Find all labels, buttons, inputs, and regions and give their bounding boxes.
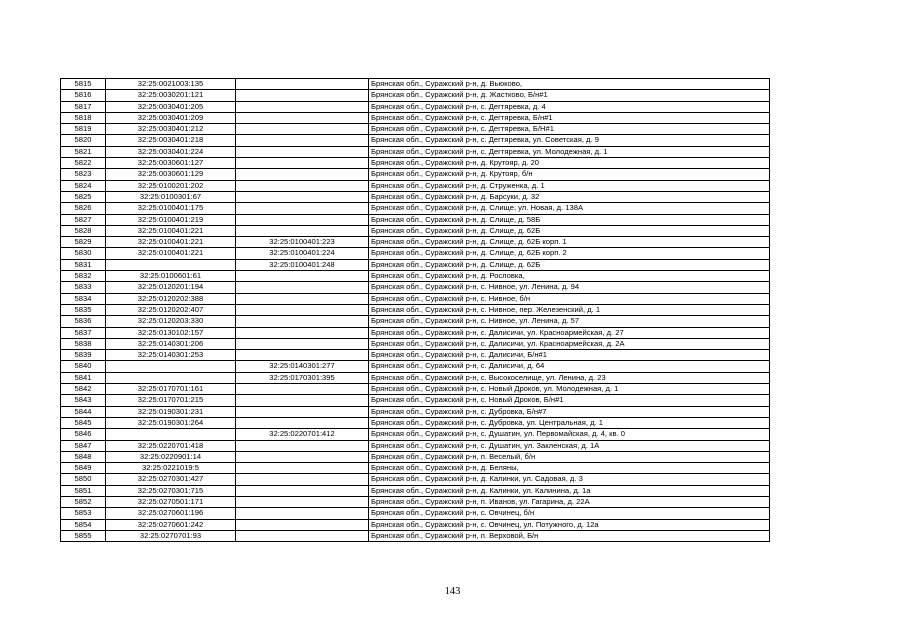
address-cell: Брянская обл., Суражский р-н, с. Нивное, пер. Железенский, д. 1 [369, 304, 770, 315]
address-cell: Брянская обл., Суражский р-н, д. Жастково, Б/н#1 [369, 90, 770, 101]
linked-cadastral-number-cell [236, 101, 369, 112]
cadastral-number-cell: 32:25:0100601:61 [106, 271, 236, 282]
row-number-cell: 5847 [61, 440, 106, 451]
address-cell: Брянская обл., Суражский р-н, с. Далисичи, Б/н#1 [369, 350, 770, 361]
address-cell: Брянская обл., Суражский р-н, д. Беляны, [369, 463, 770, 474]
linked-cadastral-number-cell [236, 282, 369, 293]
row-number-cell: 5841 [61, 372, 106, 383]
table-row [61, 191, 770, 202]
address-cell: Брянская обл., Суражский р-н, с. Далисичи, д. 64 [369, 361, 770, 372]
cadastral-number-cell: 32:25:0221019:5 [106, 463, 236, 474]
row-number-cell: 5827 [61, 214, 106, 225]
row-number-cell: 5834 [61, 293, 106, 304]
row-number-cell: 5842 [61, 384, 106, 395]
linked-cadastral-number-cell [236, 406, 369, 417]
table-row [61, 530, 770, 541]
linked-cadastral-number-cell [236, 124, 369, 135]
row-number-cell: 5853 [61, 508, 106, 519]
address-cell: Брянская обл., Суражский р-н, с. Нивное, ул. Ленина, д. 57 [369, 316, 770, 327]
address-cell: Брянская обл., Суражский р-н, д. Калинки, ул. Калинина, д. 1а [369, 485, 770, 496]
linked-cadastral-number-cell [236, 112, 369, 123]
row-number-cell: 5825 [61, 191, 106, 202]
table-row [61, 372, 770, 383]
linked-cadastral-number-cell: 32:25:0140301:277 [236, 361, 369, 372]
cadastral-number-cell: 32:25:0220701:418 [106, 440, 236, 451]
cadastral-number-cell: 32:25:0270501:171 [106, 496, 236, 507]
address-cell: Брянская обл., Суражский р-н, с. Дегтяревка, ул. Советская, д. 9 [369, 135, 770, 146]
cadastral-number-cell: 32:25:0030401:212 [106, 124, 236, 135]
row-number-cell: 5843 [61, 395, 106, 406]
row-number-cell: 5840 [61, 361, 106, 372]
cadastral-number-cell: 32:25:0030601:127 [106, 158, 236, 169]
row-number-cell: 5830 [61, 248, 106, 259]
cadastral-number-cell: 32:25:0100401:221 [106, 237, 236, 248]
table-row [61, 361, 770, 372]
table-row [61, 225, 770, 236]
row-number-cell: 5836 [61, 316, 106, 327]
table-row [61, 485, 770, 496]
linked-cadastral-number-cell [236, 327, 369, 338]
linked-cadastral-number-cell [236, 508, 369, 519]
linked-cadastral-number-cell [236, 90, 369, 101]
linked-cadastral-number-cell [236, 474, 369, 485]
table-row [61, 293, 770, 304]
cadastral-number-cell: 32:25:0270301:715 [106, 485, 236, 496]
row-number-cell: 5832 [61, 271, 106, 282]
table-row [61, 112, 770, 123]
address-cell: Брянская обл., Суражский р-н, д. Крутояр, д. 20 [369, 158, 770, 169]
cadastral-number-cell: 32:25:0130102:157 [106, 327, 236, 338]
address-cell: Брянская обл., Суражский р-н, с. Новый Дроков, ул. Молодежная, д. 1 [369, 384, 770, 395]
table-row [61, 237, 770, 248]
linked-cadastral-number-cell [236, 417, 369, 428]
linked-cadastral-number-cell [236, 395, 369, 406]
address-cell: Брянская обл., Суражский р-н, с. Далисичи, ул. Красноармейская, д. 27 [369, 327, 770, 338]
linked-cadastral-number-cell [236, 316, 369, 327]
cadastral-number-cell: 32:25:0120202:407 [106, 304, 236, 315]
cadastral-number-cell: 32:25:0100301:67 [106, 191, 236, 202]
cadastral-number-cell: 32:25:0021003:135 [106, 79, 236, 90]
linked-cadastral-number-cell [236, 146, 369, 157]
row-number-cell: 5849 [61, 463, 106, 474]
linked-cadastral-number-cell [236, 158, 369, 169]
row-number-cell: 5852 [61, 496, 106, 507]
address-cell: Брянская обл., Суражский р-н, д. Крутояр, б/н [369, 169, 770, 180]
row-number-cell: 5815 [61, 79, 106, 90]
address-cell: Брянская обл., Суражский р-н, д. Слище, д. 62Б корп. 2 [369, 248, 770, 259]
cadastral-number-cell: 32:25:0140301:253 [106, 350, 236, 361]
address-cell: Брянская обл., Суражский р-н, с. Дегтяревка, ул. Молодежная, д. 1 [369, 146, 770, 157]
table-row [61, 259, 770, 270]
table-row [61, 304, 770, 315]
linked-cadastral-number-cell: 32:25:0100401:224 [236, 248, 369, 259]
linked-cadastral-number-cell [236, 169, 369, 180]
cadastral-number-cell [106, 429, 236, 440]
row-number-cell: 5838 [61, 338, 106, 349]
row-number-cell: 5850 [61, 474, 106, 485]
row-number-cell: 5835 [61, 304, 106, 315]
table-row [61, 463, 770, 474]
address-cell: Брянская обл., Суражский р-н, д. Калинки, ул. Садовая, д. 3 [369, 474, 770, 485]
table-row [61, 429, 770, 440]
cadastral-number-cell [106, 372, 236, 383]
address-cell: Брянская обл., Суражский р-н, с. Дегтяревка, д. 4 [369, 101, 770, 112]
address-cell: Брянская обл., Суражский р-н, д. Слище, ул. Новая, д. 138А [369, 203, 770, 214]
table-row [61, 271, 770, 282]
table-row [61, 384, 770, 395]
row-number-cell: 5820 [61, 135, 106, 146]
linked-cadastral-number-cell [236, 271, 369, 282]
table-row [61, 451, 770, 462]
address-cell: Брянская обл., Суражский р-н, д. Рословка, [369, 271, 770, 282]
cadastral-number-cell: 32:25:0220901:14 [106, 451, 236, 462]
address-cell: Брянская обл., Суражский р-н, с. Дегтяревка, Б/Н#1 [369, 124, 770, 135]
cadastral-number-cell [106, 259, 236, 270]
linked-cadastral-number-cell [236, 191, 369, 202]
address-cell: Брянская обл., Суражский р-н, д. Слище, д. 62Б корп. 1 [369, 237, 770, 248]
table-row [61, 146, 770, 157]
linked-cadastral-number-cell [236, 384, 369, 395]
address-cell: Брянская обл., Суражский р-н, с. Душатин, ул. Закленская, д. 1А [369, 440, 770, 451]
address-cell: Брянская обл., Суражский р-н, с. Овчинец, б/н [369, 508, 770, 519]
address-cell: Брянская обл., Суражский р-н, с. Дубровка, ул. Центральная, д. 1 [369, 417, 770, 428]
address-cell: Брянская обл., Суражский р-н, с. Дегтяревка, Б/н#1 [369, 112, 770, 123]
table-row [61, 474, 770, 485]
table-row [61, 79, 770, 90]
row-number-cell: 5854 [61, 519, 106, 530]
cadastral-number-cell: 32:25:0100401:221 [106, 248, 236, 259]
cadastral-number-cell: 32:25:0270601:196 [106, 508, 236, 519]
cadastral-number-cell: 32:25:0270601:242 [106, 519, 236, 530]
property-register-table [60, 78, 770, 542]
table-row [61, 158, 770, 169]
row-number-cell: 5819 [61, 124, 106, 135]
table-row [61, 180, 770, 191]
linked-cadastral-number-cell [236, 79, 369, 90]
linked-cadastral-number-cell [236, 451, 369, 462]
cadastral-number-cell: 32:25:0140301:206 [106, 338, 236, 349]
row-number-cell: 5833 [61, 282, 106, 293]
table-row [61, 519, 770, 530]
cadastral-number-cell [106, 361, 236, 372]
linked-cadastral-number-cell [236, 519, 369, 530]
table-row [61, 417, 770, 428]
address-cell: Брянская обл., Суражский р-н, с. Новый Дроков, Б/н#1 [369, 395, 770, 406]
address-cell: Брянская обл., Суражский р-н, д. Вьюково, [369, 79, 770, 90]
address-cell: Брянская обл., Суражский р-н, д. Слище, д. 62Б [369, 225, 770, 236]
table-row [61, 203, 770, 214]
linked-cadastral-number-cell [236, 440, 369, 451]
table-row [61, 90, 770, 101]
row-number-cell: 5818 [61, 112, 106, 123]
cadastral-number-cell: 32:25:0190301:231 [106, 406, 236, 417]
linked-cadastral-number-cell [236, 293, 369, 304]
linked-cadastral-number-cell: 32:25:0100401:223 [236, 237, 369, 248]
row-number-cell: 5851 [61, 485, 106, 496]
address-cell: Брянская обл., Суражский р-н, с. Душатин, ул. Первомайская, д. 4, кв. 0 [369, 429, 770, 440]
linked-cadastral-number-cell [236, 350, 369, 361]
page-number: 143 [444, 586, 461, 597]
cadastral-number-cell: 32:25:0030401:218 [106, 135, 236, 146]
table-row [61, 316, 770, 327]
table-row [61, 440, 770, 451]
cadastral-number-cell: 32:25:0030401:205 [106, 101, 236, 112]
row-number-cell: 5845 [61, 417, 106, 428]
table-row [61, 214, 770, 225]
cadastral-number-cell: 32:25:0270701:93 [106, 530, 236, 541]
address-cell: Брянская обл., Суражский р-н, п. Иванов, ул. Гагарина, д. 22А [369, 496, 770, 507]
cadastral-number-cell: 32:25:0030601:129 [106, 169, 236, 180]
address-cell: Брянская обл., Суражский р-н, п. Верховой, Б/н [369, 530, 770, 541]
linked-cadastral-number-cell [236, 180, 369, 191]
table-body [61, 79, 770, 542]
cadastral-number-cell: 32:25:0190301:264 [106, 417, 236, 428]
row-number-cell: 5839 [61, 350, 106, 361]
address-cell: Брянская обл., Суражский р-н, с. Дубровка, Б/н#7 [369, 406, 770, 417]
address-cell: Брянская обл., Суражский р-н, с. Нивное, ул. Ленина, д. 94 [369, 282, 770, 293]
address-cell: Брянская обл., Суражский р-н, д. Барсуки, д. 32 [369, 191, 770, 202]
row-number-cell: 5846 [61, 429, 106, 440]
linked-cadastral-number-cell [236, 496, 369, 507]
cadastral-number-cell: 32:25:0100401:221 [106, 225, 236, 236]
cadastral-number-cell: 32:25:0120203:330 [106, 316, 236, 327]
cadastral-number-cell: 32:25:0030201:121 [106, 90, 236, 101]
cadastral-number-cell: 32:25:0100401:219 [106, 214, 236, 225]
address-cell: Брянская обл., Суражский р-н, д. Слище, д. 62Б [369, 259, 770, 270]
row-number-cell: 5817 [61, 101, 106, 112]
table-row [61, 350, 770, 361]
row-number-cell: 5848 [61, 451, 106, 462]
linked-cadastral-number-cell [236, 485, 369, 496]
cadastral-number-cell: 32:25:0100401:175 [106, 203, 236, 214]
table-row [61, 169, 770, 180]
cadastral-number-cell: 32:25:0120202:388 [106, 293, 236, 304]
cadastral-number-cell: 32:25:0120201:194 [106, 282, 236, 293]
cadastral-number-cell: 32:25:0030401:209 [106, 112, 236, 123]
row-number-cell: 5855 [61, 530, 106, 541]
table-row [61, 101, 770, 112]
table-row [61, 406, 770, 417]
cadastral-number-cell: 32:25:0030401:224 [106, 146, 236, 157]
row-number-cell: 5837 [61, 327, 106, 338]
linked-cadastral-number-cell [236, 530, 369, 541]
linked-cadastral-number-cell: 32:25:0100401:248 [236, 259, 369, 270]
table-row [61, 327, 770, 338]
address-cell: Брянская обл., Суражский р-н, д. Слище, д. 58Б [369, 214, 770, 225]
linked-cadastral-number-cell [236, 225, 369, 236]
table-row [61, 496, 770, 507]
row-number-cell: 5824 [61, 180, 106, 191]
cadastral-number-cell: 32:25:0270301:427 [106, 474, 236, 485]
table-row [61, 395, 770, 406]
linked-cadastral-number-cell: 32:25:0170301:395 [236, 372, 369, 383]
row-number-cell: 5828 [61, 225, 106, 236]
cadastral-number-cell: 32:25:0170701:161 [106, 384, 236, 395]
linked-cadastral-number-cell [236, 135, 369, 146]
table-row [61, 282, 770, 293]
address-cell: Брянская обл., Суражский р-н, с. Высокоселище, ул. Ленина, д. 23 [369, 372, 770, 383]
address-cell: Брянская обл., Суражский р-н, д. Струженка, д. 1 [369, 180, 770, 191]
row-number-cell: 5829 [61, 237, 106, 248]
linked-cadastral-number-cell [236, 203, 369, 214]
linked-cadastral-number-cell: 32:25:0220701:412 [236, 429, 369, 440]
linked-cadastral-number-cell [236, 214, 369, 225]
table-row [61, 248, 770, 259]
linked-cadastral-number-cell [236, 304, 369, 315]
address-cell: Брянская обл., Суражский р-н, с. Овчинец, ул. Потужного, д. 12а [369, 519, 770, 530]
row-number-cell: 5821 [61, 146, 106, 157]
address-cell: Брянская обл., Суражский р-н, с. Далисичи, ул. Красноармейская, д. 2А [369, 338, 770, 349]
cadastral-number-cell: 32:25:0100201:202 [106, 180, 236, 191]
table-row [61, 338, 770, 349]
linked-cadastral-number-cell [236, 463, 369, 474]
row-number-cell: 5823 [61, 169, 106, 180]
address-cell: Брянская обл., Суражский р-н, п. Веселый, б/н [369, 451, 770, 462]
linked-cadastral-number-cell [236, 338, 369, 349]
table-row [61, 124, 770, 135]
row-number-cell: 5831 [61, 259, 106, 270]
address-cell: Брянская обл., Суражский р-н, с. Нивное, б/н [369, 293, 770, 304]
row-number-cell: 5816 [61, 90, 106, 101]
table-row [61, 508, 770, 519]
cadastral-number-cell: 32:25:0170701:215 [106, 395, 236, 406]
table-row [61, 135, 770, 146]
row-number-cell: 5826 [61, 203, 106, 214]
row-number-cell: 5844 [61, 406, 106, 417]
row-number-cell: 5822 [61, 158, 106, 169]
